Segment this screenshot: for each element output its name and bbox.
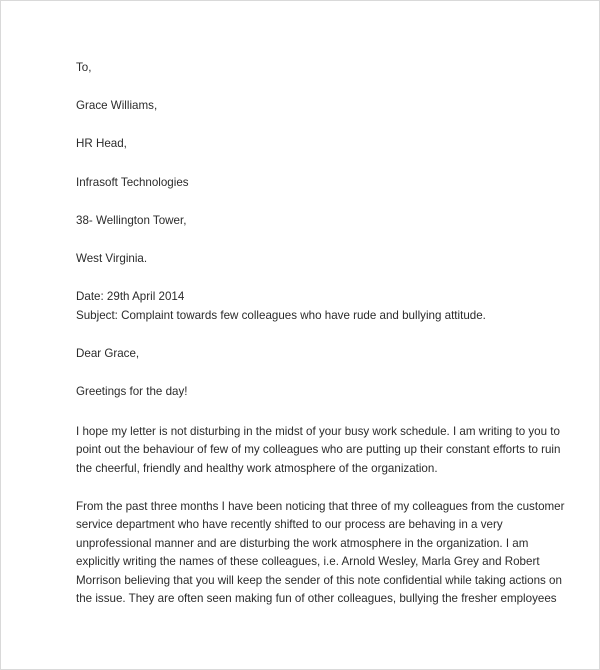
recipient-name: Grace Williams,: [76, 99, 158, 112]
recipient-state: West Virginia.: [76, 252, 148, 265]
paragraph2-line: the issue. They are often seen making fun of other colleagues, bullying the fresher employees: [76, 592, 557, 605]
paragraph2-line: explicitly writing the names of these colleagues, i.e. Arnold Wesley, Marla Grey and Robert: [76, 555, 540, 568]
recipient-address: 38- Wellington Tower,: [76, 214, 187, 227]
letter-subject: Subject: Complaint towards few colleagues who have rude and bullying attitude.: [76, 309, 486, 322]
salutation: Dear Grace,: [76, 347, 140, 360]
letter-date: Date: 29th April 2014: [76, 290, 185, 303]
paragraph1-line: the cheerful, friendly and healthy work atmosphere of the organization.: [76, 462, 438, 475]
paragraph1-line: point out the behaviour of few of my colleagues who are putting up their constant efforts to ruin: [76, 443, 561, 456]
letter-to: To,: [76, 61, 92, 74]
recipient-company: Infrasoft Technologies: [76, 176, 189, 189]
paragraph2-line: Morrison believing that you will keep the sender of this note confidential while taking actions on: [76, 574, 562, 587]
paragraph2-line: From the past three months I have been noticing that three of my colleagues from the customer: [76, 500, 565, 513]
greeting: Greetings for the day!: [76, 385, 188, 398]
paragraph1-line: I hope my letter is not disturbing in the midst of your busy work schedule. I am writing to you to: [76, 425, 560, 438]
recipient-title: HR Head,: [76, 137, 127, 150]
paragraph2-line: service department who have recently shifted to our process are behaving in a very: [76, 518, 503, 531]
paragraph2-line: unprofessional manner and are disturbing the work atmosphere in the organization. I am: [76, 537, 529, 550]
